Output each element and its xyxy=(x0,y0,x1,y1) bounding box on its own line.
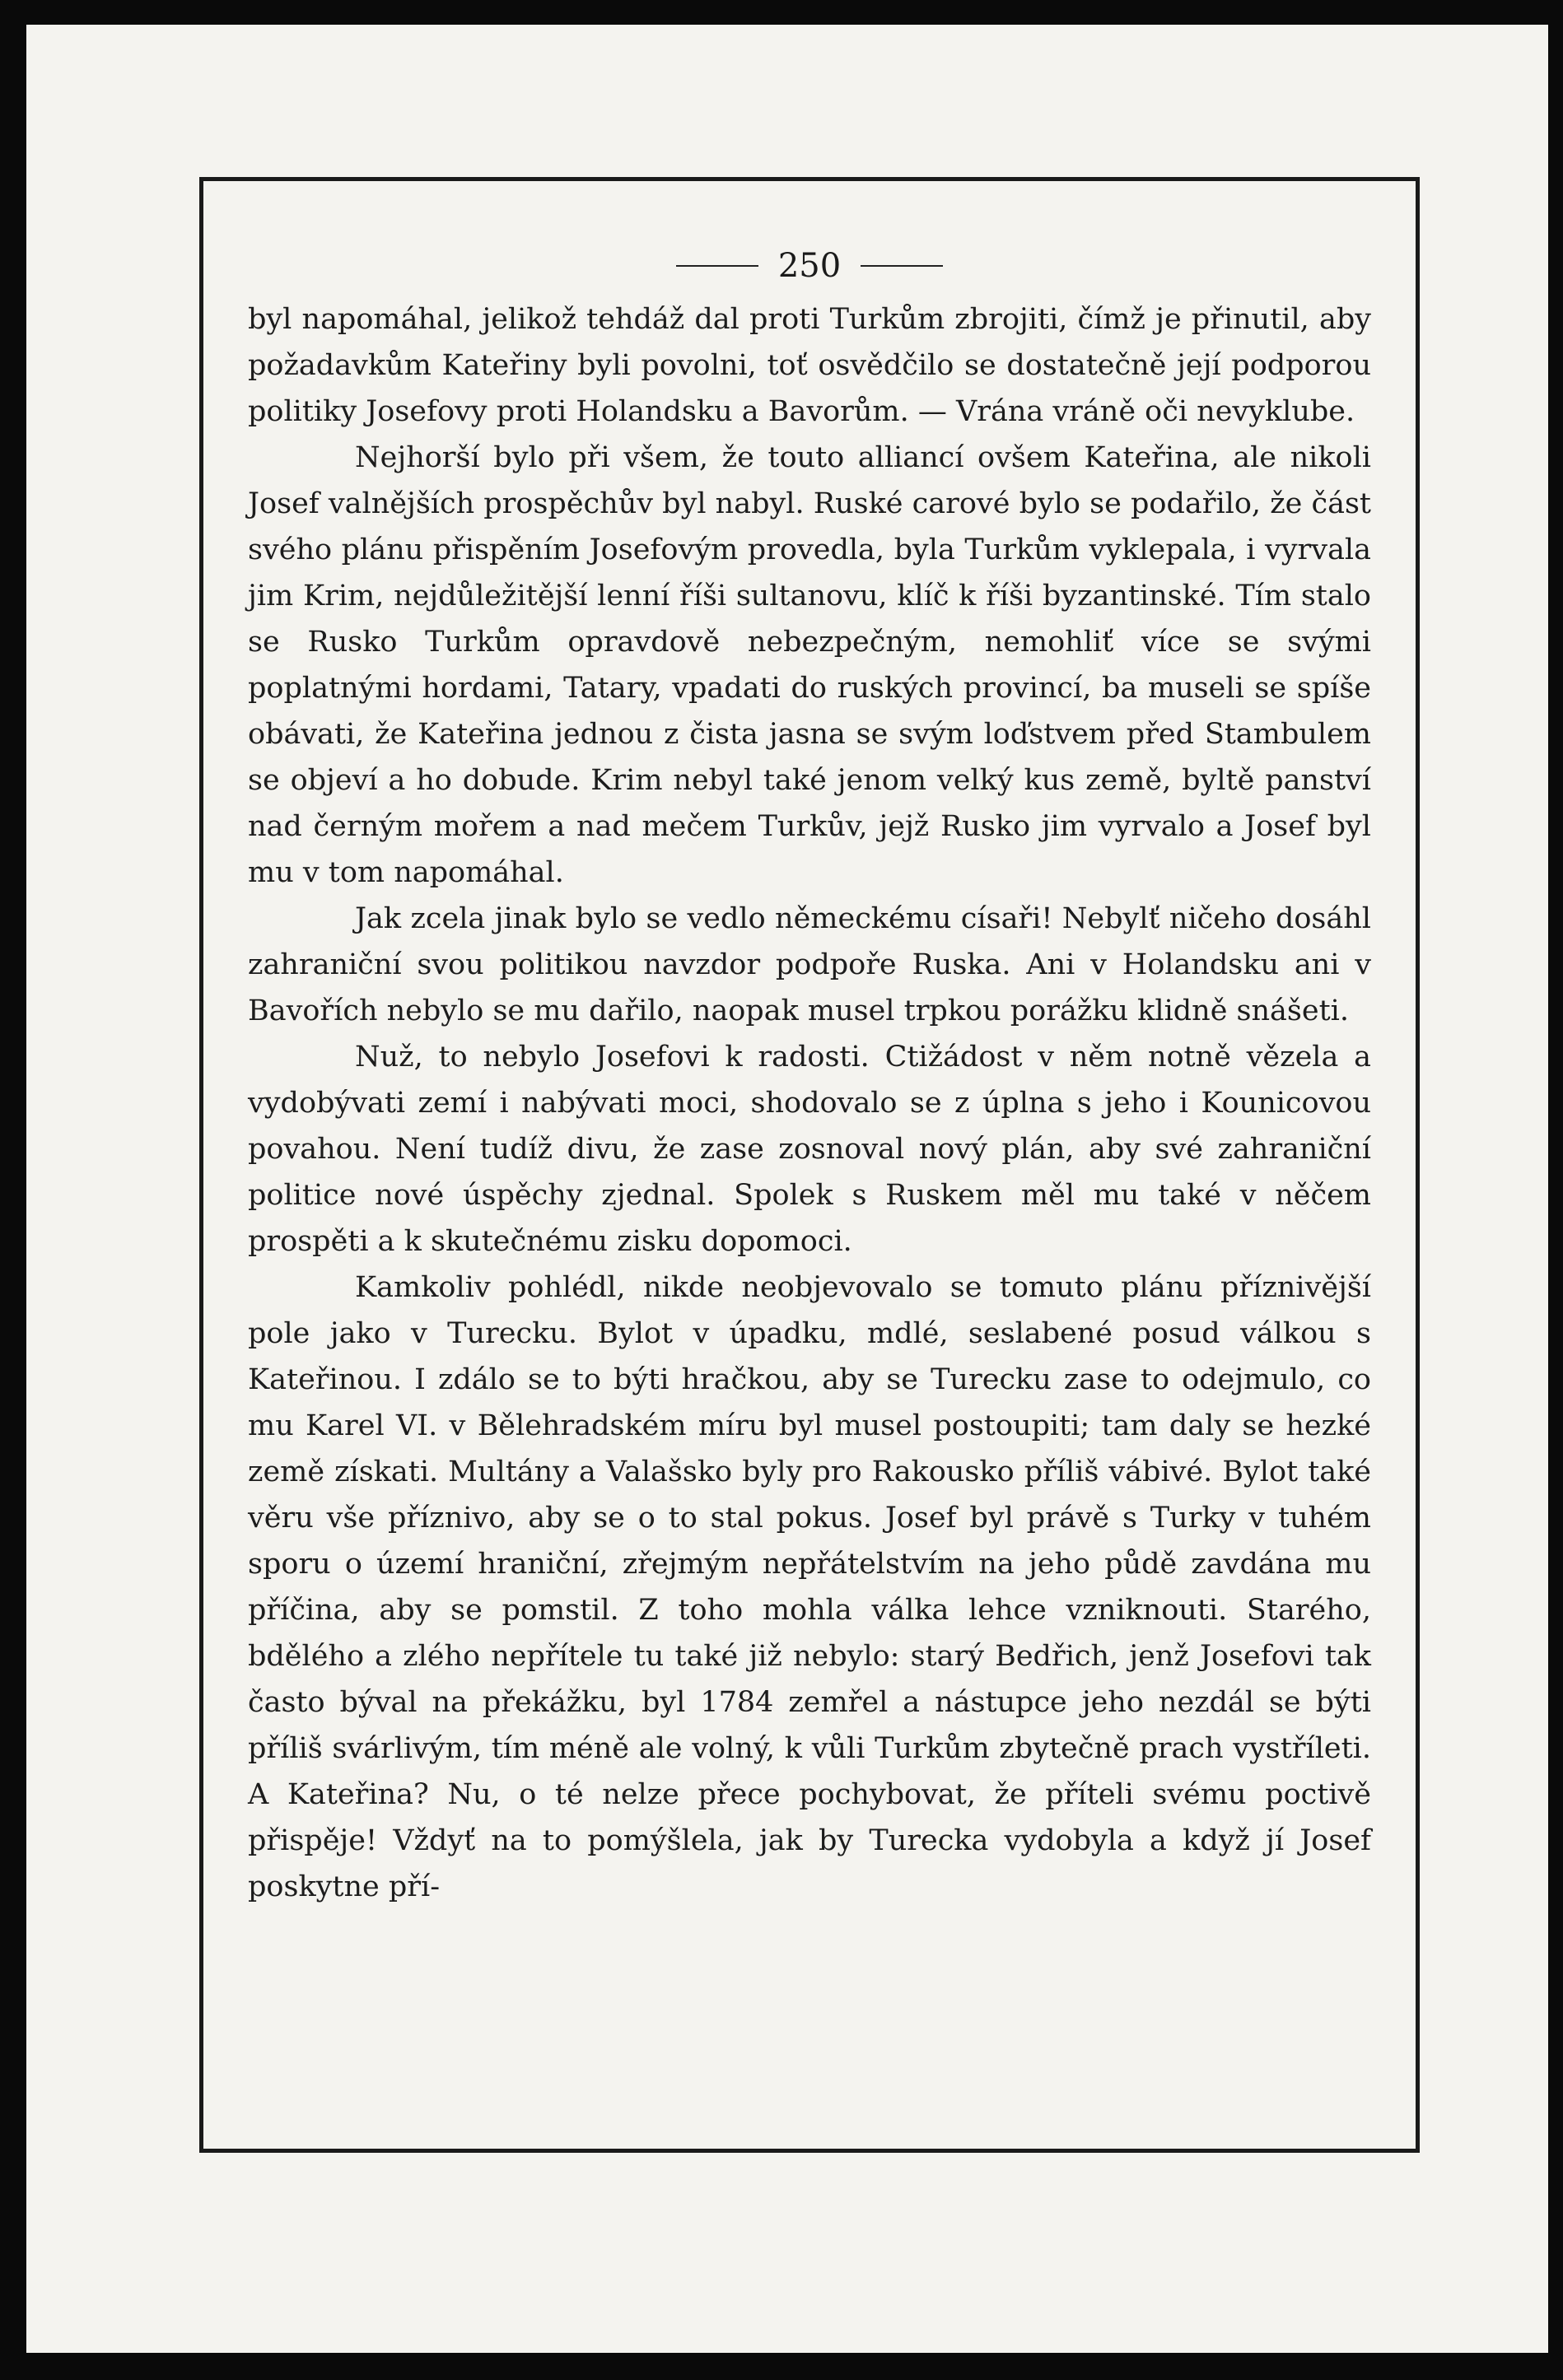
page-number: 250 xyxy=(777,247,842,285)
book-page xyxy=(26,25,1548,2353)
paragraph: Jak zcela jinak bylo se vedlo německému císaři! Nebylť ničeho dosáhl zahraniční svou politikou navzdor podpoře Ruska. Ani v Holandsku ani v Bavořích nebylo se mu dařilo, naopak musel trpkou porážku klidně snášeti. xyxy=(248,902,1371,1027)
paragraph: byl napomáhal, jelikož tehdáž dal proti Turkům zbrojiti, čímž je přinutil, aby požadavkům Kateřiny byli povolni, toť osvědčilo se dostatečně její podporou politiky Josefovy proti Holandsku a Bavorům. — Vrána vráně oči nevyklube. xyxy=(248,303,1371,428)
paragraph: Kamkoliv pohlédl, nikde neobjevovalo se tomuto plánu příznivější pole jako v Turecku. Bylot v úpadku, mdlé, seslabené posud válkou s Kateřinou. I zdálo se to býti hračkou, aby se Turecku zase to odejmulo, co mu Karel VI. v Bělehradském míru byl musel postoupiti; tam daly se hezké země získati. Multány a Valašsko byly pro Rakousko příliš vábivé. Bylot také věru vše příznivo, aby se o to stal pokus. Josef byl právě s Turky v tuhém sporu o území hraniční, zřejmým nepřátelstvím na jeho půdě zavdána mu příčina, aby se pomstil. Z toho mohla válka lehce vzniknouti. Starého, bdělého a zlého nepřítele tu také již nebylo: starý Bedřich, jenž Josefovi tak často býval na překážku, byl 1784 zemřel a nástupce jeho nezdál se býti příliš svárlivým, tím méně ale volný, k vůli Turkům zbytečně prach vystříleti. A Kateřina? Nu, o té nelze přece pochybovat, že příteli svému poctivě přispěje! Vždyť na to pomýšlela, jak by Turecka vydobyla a když jí Josef poskytne pří- xyxy=(248,1271,1371,1903)
paragraph: Nuž, to nebylo Josefovi k radosti. Ctižádost v něm notně vězela a vydobývati zemí i nabývati moci, shodovalo se z úplna s jeho i Kounicovou povahou. Není tudíž divu, že zase zosnoval nový plán, aby své zahraniční politice nové úspěchy zjednal. Spolek s Ruskem měl mu také v něčem prospěti a k skutečnému zisku dopomoci. xyxy=(248,1041,1371,1258)
header-rule-left xyxy=(676,265,758,267)
header-rule-right xyxy=(861,265,943,267)
body-text xyxy=(248,296,1371,1910)
paragraph: Nejhorší bylo při všem, že touto alliancí ovšem Kateřina, ale nikoli Josef valnějších prospěchův byl nabyl. Ruské carové bylo se podařilo, že část svého plánu přispěním Josefovým provedla, byla Turkům vyklepala, i vyrvala jim Krim, nejdůležitější lenní říši sultanovu, klíč k říši byzantinské. Tím stalo se Rusko Turkům opravdově nebezpečným, nemohliť více se svými poplatnými hordami, Tatary, vpadati do ruských provincí, ba museli se spíše obávati, že Kateřina jednou z čista jasna se svým loďstvem před Stambulem se objeví a ho dobude. Krim nebyl také jenom velký kus země, byltě panství nad černým mořem a nad mečem Turkův, jejž Rusko jim vyrvalo a Josef byl mu v tom napomáhal. xyxy=(248,441,1371,889)
text-frame xyxy=(199,177,1420,2153)
page-header xyxy=(203,247,1416,285)
